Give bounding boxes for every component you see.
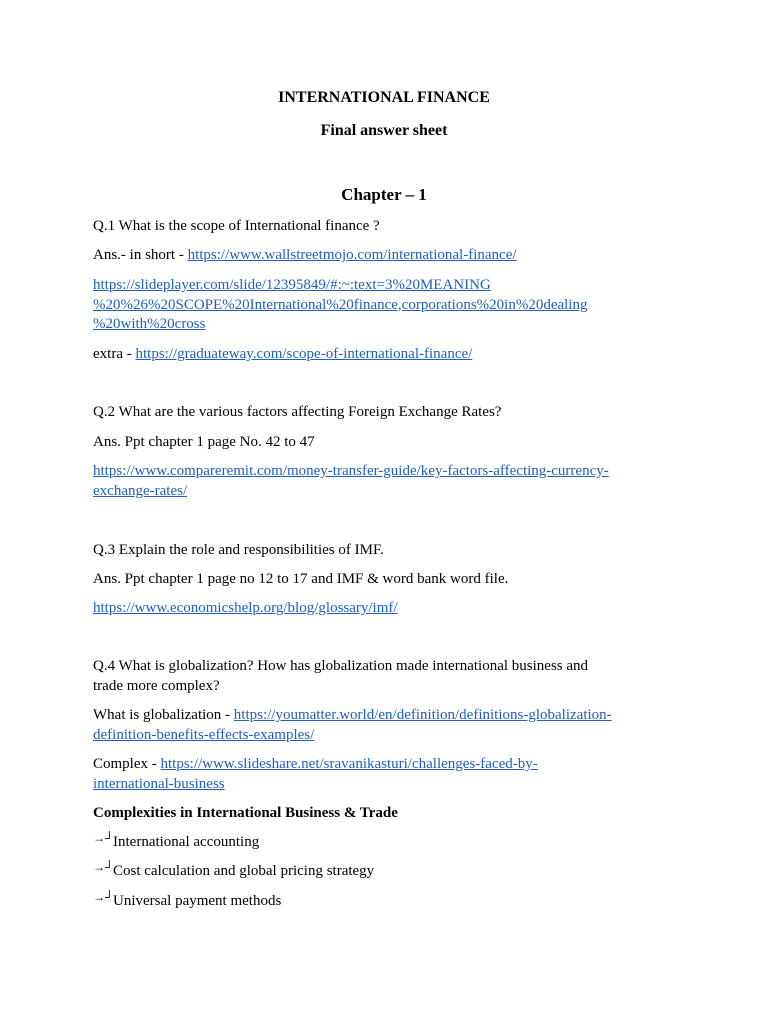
q4-complex xyxy=(93,755,674,794)
q4-question xyxy=(93,657,674,696)
q1-slideplayer-link-line3[interactable]: %20with%20cross xyxy=(93,316,206,332)
q1-graduateway-link[interactable]: https://graduateway.com/scope-of-international-finance/ xyxy=(135,346,473,362)
q1-wallstreetmojo-link[interactable]: https://www.wallstreetmojo.com/international-finance/ xyxy=(187,247,517,263)
q2-answer: Ans. Ppt chapter 1 page No. 42 to 47 xyxy=(93,434,315,450)
q4-slideshare-link-line1[interactable]: https://www.slideshare.net/sravanikasturi/challenges-faced-by- xyxy=(160,756,538,772)
q2-compareremit-link-line2[interactable]: exchange-rates/ xyxy=(93,482,188,499)
q4-question-line1: Q.4 What is globalization? How has globalization made international business and xyxy=(93,658,589,674)
document-subtitle: Final answer sheet xyxy=(320,122,448,139)
q2-link-block xyxy=(93,462,674,501)
q4-complexities-heading: Complexities in International Business & Trade xyxy=(93,805,398,821)
arrow-bullet-icon: →┘ xyxy=(93,890,114,904)
chapter-heading: Chapter – 1 xyxy=(341,185,427,204)
arrow-bullet-icon: →┘ xyxy=(93,831,114,845)
q3-economicshelp-link[interactable]: https://www.economicshelp.org/blog/glossary/imf/ xyxy=(93,600,398,616)
list-item xyxy=(93,862,674,882)
list-item-text: International accounting xyxy=(113,834,260,850)
list-item-text: Universal payment methods xyxy=(113,893,282,909)
q3-answer: Ans. Ppt chapter 1 page no 12 to 17 and IMF & word bank word file. xyxy=(93,571,509,587)
q1-question: Q.1 What is the scope of International finance ? xyxy=(93,218,380,234)
q4-question-line2: trade more complex? xyxy=(93,677,220,694)
q1-extra-prefix: extra - xyxy=(93,346,136,362)
q1-answer xyxy=(93,246,674,266)
q4-slideshare-link-line2[interactable]: international-business xyxy=(93,775,225,792)
q3-link-block xyxy=(93,599,674,619)
q1-slideplayer-link-line2[interactable]: %20%26%20SCOPE%20International%20finance,corporations%20in%20dealing xyxy=(93,296,588,313)
list-item-text: Cost calculation and global pricing strategy xyxy=(113,863,375,879)
q2-question: Q.2 What are the various factors affecting Foreign Exchange Rates? xyxy=(93,404,502,420)
q1-extra xyxy=(93,345,674,365)
q1-slideplayer-link-line1[interactable]: https://slideplayer.com/slide/12395849/#:~:text=3%20MEANING xyxy=(93,277,491,293)
q3-question: Q.3 Explain the role and responsibilities of IMF. xyxy=(93,542,384,558)
q1-answer-prefix: Ans.- in short - xyxy=(93,247,188,263)
document-title: INTERNATIONAL FINANCE xyxy=(278,89,490,106)
q4-youmatter-link-line2[interactable]: definition-benefits-effects-examples/ xyxy=(93,726,315,743)
q4-complex-prefix: Complex - xyxy=(93,756,161,772)
q1-slideplayer-link-block xyxy=(93,276,674,335)
list-item xyxy=(93,892,674,912)
list-item xyxy=(93,833,674,853)
q4-what-is-globalization xyxy=(93,706,674,745)
q2-compareremit-link-line1[interactable]: https://www.compareremit.com/money-transfer-guide/key-factors-affecting-currency- xyxy=(93,463,609,479)
arrow-bullet-icon: →┘ xyxy=(93,860,114,874)
q4-what-prefix: What is globalization - xyxy=(93,707,234,723)
q4-youmatter-link-line1[interactable]: https://youmatter.world/en/definition/definitions-globalization- xyxy=(233,707,612,723)
